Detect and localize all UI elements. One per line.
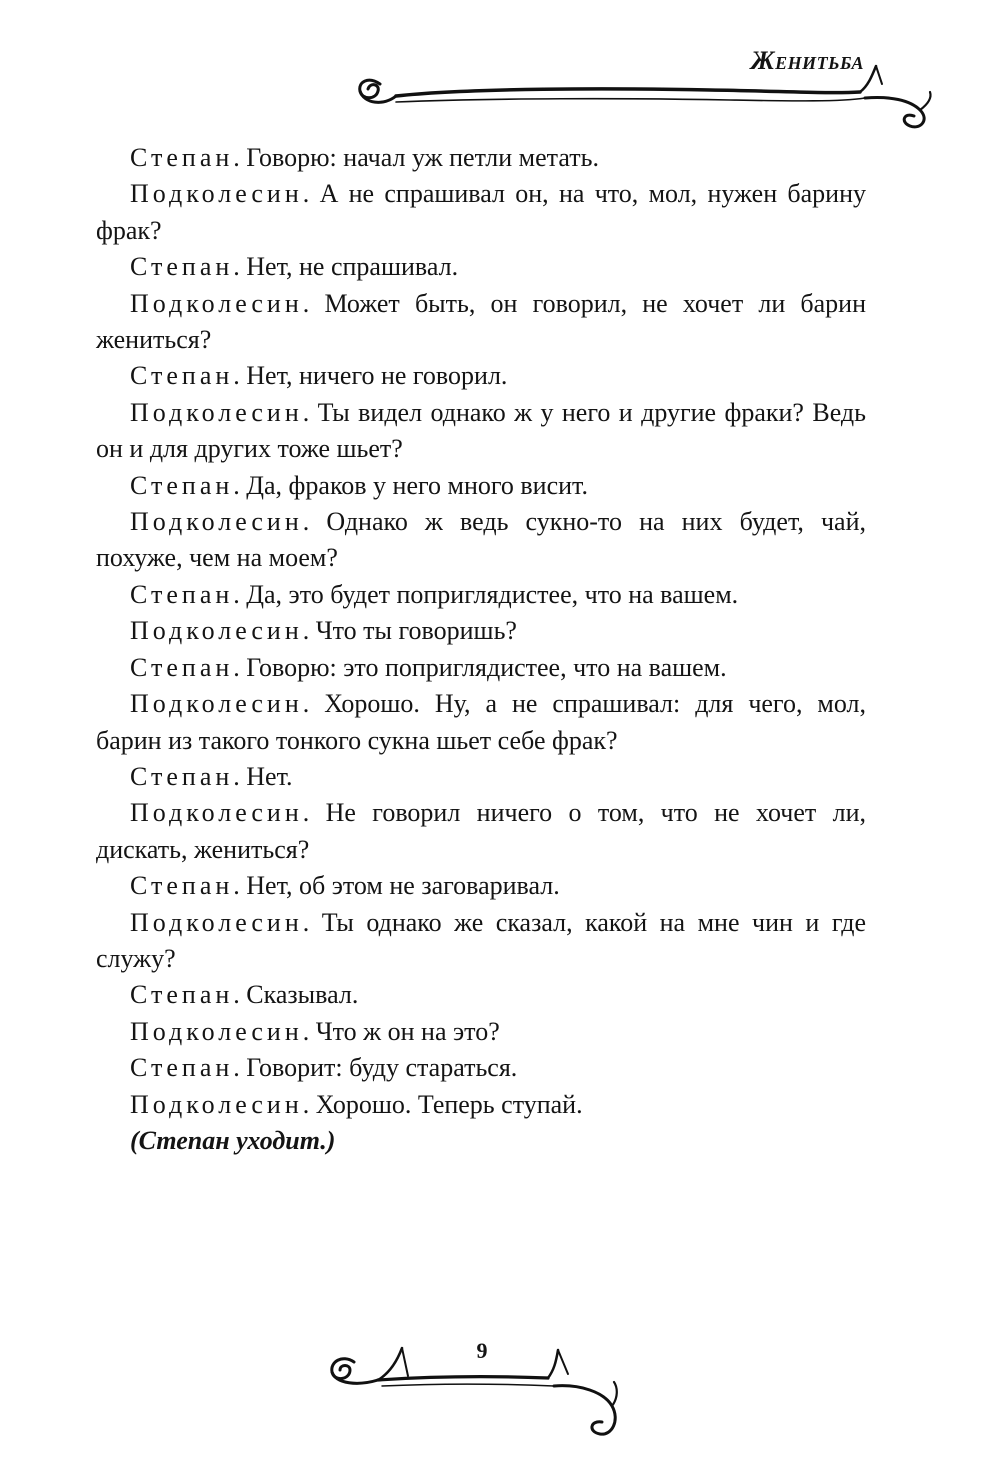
speaker-name: Подколесин	[130, 288, 303, 318]
header-flourish-icon	[350, 58, 940, 134]
dialogue-line: Подколесин. Ты однако же сказал, какой на мне чин и где служу?	[96, 907, 866, 973]
speaker-name: Подколесин	[130, 397, 303, 427]
dialogue-line: Подколесин. Что ты говоришь?	[130, 616, 517, 646]
line-text: Да, это будет поприглядистее, что на вашем.	[246, 579, 739, 609]
page-number: 9	[476, 1338, 488, 1363]
speaker-name: Степан	[130, 980, 234, 1010]
page-footer	[0, 1330, 1000, 1450]
dialogue-line: Подколесин. Что ж он на это?	[130, 1016, 500, 1046]
dialogue-line: Степан. Нет, об этом не заговаривал.	[130, 871, 560, 901]
line-text: Сказывал.	[246, 980, 359, 1010]
speaker-name: Степан	[130, 579, 234, 609]
dialogue-line: Подколесин. Ты видел однако ж у него и другие фраки? Ведь он и для других тоже шьет?	[96, 397, 866, 464]
speaker-name: Степан	[130, 252, 234, 282]
line-text: Нет, не спрашивал.	[246, 252, 459, 282]
line-text: Что ты говоришь?	[315, 616, 517, 646]
dialogue-line: Степан. Да, фраков у него много висит.	[130, 470, 588, 500]
line-text: Нет, об этом не заговаривал.	[246, 871, 560, 901]
line-text: Хорошо. Теперь ступай.	[315, 1089, 583, 1119]
speaker-name: Степан	[130, 143, 234, 172]
line-text: Может быть, он говорил, не хочет ли барин жениться?	[96, 288, 867, 355]
speaker-name: Подколесин	[130, 907, 303, 937]
line-text: Да, фраков у него много висит.	[246, 470, 588, 500]
play-text	[96, 140, 866, 1159]
dialogue-line: Подколесин. А не спрашивал он, на что, мол, нужен барину фрак?	[96, 179, 866, 245]
speaker-name: Подколесин	[130, 179, 303, 209]
line-text: Говорю: начал уж петли метать.	[246, 143, 599, 172]
line-text: Ты видел однако ж у него и другие фраки? Ведь он и для других тоже шьет?	[96, 397, 866, 464]
line-text: Что ж он на это?	[315, 1016, 500, 1046]
line-text: Говорит: буду стараться.	[246, 1053, 518, 1083]
speaker-name: Степан	[130, 470, 234, 500]
dialogue-line: Степан. Говорю: начал уж петли метать.	[130, 143, 599, 172]
stage-direction: (Степан уходит.)	[130, 1125, 336, 1155]
line-text: Ты однако же сказал, какой на мне чин и где служу?	[96, 907, 866, 973]
speaker-name: Степан	[130, 871, 234, 901]
dialogue-line: Подколесин. Хорошо. Ну, а не спрашивал: для чего, мол, барин из такого тонкого сукна шьет себе фрак?	[96, 689, 866, 755]
line-text: Нет, ничего не говорил.	[246, 361, 508, 391]
speaker-name: Степан	[130, 652, 234, 682]
line-text: Нет.	[246, 761, 293, 791]
speaker-name: Подколесин	[130, 1016, 303, 1046]
dialogue-line: Степан. Нет.	[130, 761, 293, 791]
speaker-name: Степан	[130, 361, 234, 391]
dialogue-line: Подколесин. Однако ж ведь сукно-то на них будет, чай, похуже, чем на моем?	[96, 507, 867, 573]
dialogue-line: Степан. Нет, не спрашивал.	[130, 252, 459, 282]
speaker-name: Степан	[130, 761, 234, 791]
speaker-name: Подколесин	[130, 1089, 303, 1119]
speaker-name: Степан	[130, 1053, 234, 1083]
running-title: Женитьба	[750, 46, 864, 75]
line-text: А не спрашивал он, на что, мол, нужен барину фрак?	[96, 179, 866, 245]
line-text: Не говорил ничего о том, что не хочет ли, дискать, жениться?	[96, 798, 866, 864]
dialogue-line: Степан. Говорю: это поприглядистее, что на вашем.	[130, 652, 727, 682]
dialogue-line: Подколесин. Может быть, он говорил, не хочет ли барин жениться?	[96, 288, 867, 355]
dialogue-line: Степан. Да, это будет поприглядистее, что на вашем.	[130, 579, 739, 609]
dialogue-line: Степан. Говорит: буду стараться.	[130, 1053, 518, 1083]
line-text: Говорю: это поприглядистее, что на вашем.	[246, 652, 727, 682]
line-text: Однако ж ведь сукно-то на них будет, чай, похуже, чем на моем?	[96, 507, 867, 573]
line-text: Хорошо. Ну, а не спрашивал: для чего, мол, барин из такого тонкого сукна шьет себе фрак?	[96, 689, 866, 755]
speaker-name: Подколесин	[130, 689, 303, 719]
dialogue-line: Степан. Сказывал.	[130, 980, 359, 1010]
dialogue-line: Подколесин. Хорошо. Теперь ступай.	[130, 1089, 583, 1119]
speaker-name: Подколесин	[130, 616, 303, 646]
speaker-name: Подколесин	[130, 798, 303, 828]
dialogue-line: Подколесин. Не говорил ничего о том, что не хочет ли, дискать, жениться?	[96, 798, 866, 864]
running-head	[0, 0, 1000, 140]
speaker-name: Подколесин	[130, 507, 303, 537]
dialogue-line: Степан. Нет, ничего не говорил.	[130, 361, 508, 391]
